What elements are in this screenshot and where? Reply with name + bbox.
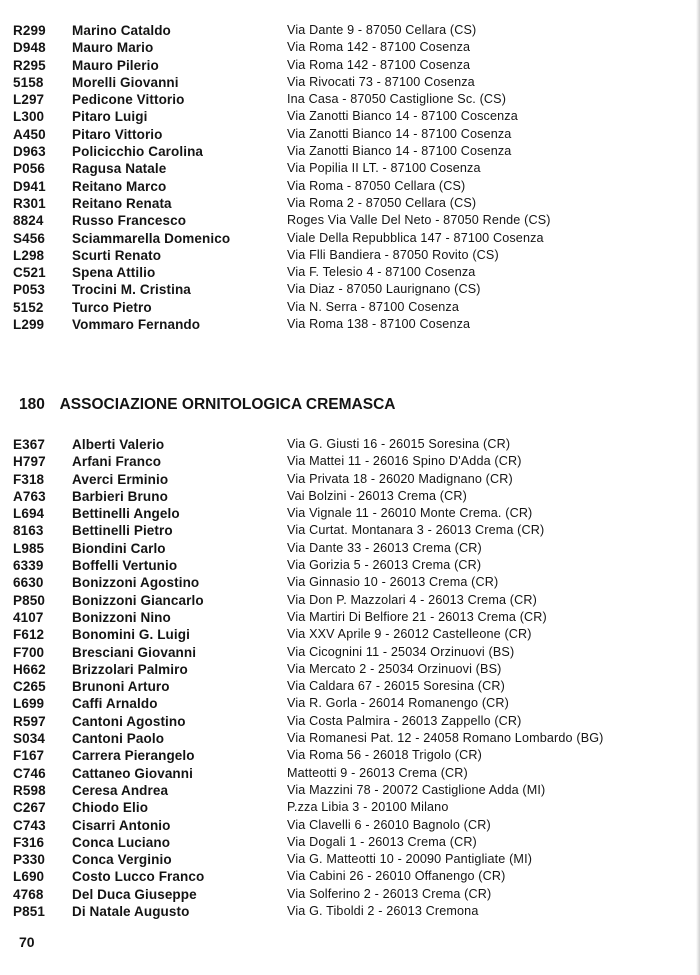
member-code: R299 — [13, 23, 46, 38]
member-name: Barbieri Bruno — [72, 488, 168, 504]
member-address: Via Zanotti Bianco 14 - 87100 Cosenza — [287, 144, 512, 159]
member-code: D963 — [13, 144, 46, 160]
member-name: Arfani Franco — [72, 454, 162, 470]
member-name: Trocini M. Cristina — [72, 282, 191, 298]
member-address: Via Privata 18 - 26020 Madignano (CR) — [287, 471, 513, 486]
member-code: E367 — [13, 437, 45, 452]
member-address: Via Curtat. Montanara 3 - 26013 Crema (CR) — [287, 523, 545, 538]
page-edge-shadow — [696, 0, 700, 975]
member-code: 6339 — [13, 558, 44, 574]
member-name: Policicchio Carolina — [72, 144, 204, 160]
member-name: Chiodo Elio — [72, 800, 149, 816]
member-name: Ceresa Andrea — [72, 782, 169, 798]
member-address: Via Caldara 67 - 26015 Soresina (CR) — [287, 679, 505, 694]
member-row — [0, 281, 700, 298]
member-row — [0, 247, 700, 264]
member-row — [0, 230, 700, 247]
member-code: 6630 — [13, 575, 44, 591]
member-name: Reitano Renata — [72, 195, 172, 211]
member-address: Via Roma 56 - 26018 Trigolo (CR) — [287, 748, 482, 763]
member-code: F612 — [13, 627, 45, 643]
member-code: P850 — [13, 592, 45, 608]
member-row — [0, 817, 700, 834]
member-address: Via N. Serra - 87100 Cosenza — [287, 299, 459, 314]
member-address: Via Don P. Mazzolari 4 - 26013 Crema (CR) — [287, 592, 537, 607]
member-code: L690 — [13, 869, 45, 885]
member-row — [0, 453, 700, 470]
member-code: F316 — [13, 834, 45, 850]
member-list-bottom — [0, 436, 700, 920]
member-address: Via Gorizia 5 - 26013 Crema (CR) — [287, 558, 482, 573]
member-code: 5152 — [13, 299, 44, 315]
member-address: Via Roma 138 - 87100 Cosenza — [287, 317, 471, 332]
member-code: P851 — [13, 904, 45, 920]
member-address: Via G. Tiboldi 2 - 26013 Cremona — [287, 904, 479, 919]
member-code: A763 — [13, 488, 46, 504]
member-row — [0, 57, 700, 74]
member-code: C267 — [13, 800, 46, 816]
member-row — [0, 730, 700, 747]
member-name: Bonizzoni Agostino — [72, 575, 200, 591]
member-address: Via R. Gorla - 26014 Romanengo (CR) — [287, 696, 510, 711]
member-address: Via Flli Bandiera - 87050 Rovito (CS) — [287, 247, 499, 262]
member-code: 4768 — [13, 886, 44, 902]
member-name: Ragusa Natale — [72, 161, 167, 177]
member-row — [0, 143, 700, 160]
member-row — [0, 903, 700, 920]
member-name: Russo Francesco — [72, 213, 187, 229]
section-title: ASSOCIAZIONE ORNITOLOGICA CREMASCA — [59, 396, 396, 413]
member-address: Via Roma 142 - 87100 Cosenza — [287, 40, 471, 55]
member-code: D948 — [13, 40, 46, 56]
member-name: Bresciani Giovanni — [72, 644, 197, 660]
member-address: Via Solferino 2 - 26013 Crema (CR) — [287, 886, 492, 901]
member-row — [0, 695, 700, 712]
member-address: Via Mercato 2 - 25034 Orzinuovi (BS) — [287, 661, 502, 676]
member-address: Via Dogali 1 - 26013 Crema (CR) — [287, 834, 477, 849]
member-code: L297 — [13, 92, 45, 108]
member-code: P056 — [13, 161, 45, 177]
member-row — [0, 178, 700, 195]
member-row — [0, 91, 700, 108]
member-row — [0, 299, 700, 316]
member-row — [0, 108, 700, 125]
member-name: Cisarri Antonio — [72, 817, 171, 833]
member-list-top — [0, 22, 700, 333]
member-address: Roges Via Valle Del Neto - 87050 Rende (CS) — [287, 213, 551, 228]
member-row — [0, 126, 700, 143]
member-address: Via Martiri Di Belfiore 21 - 26013 Crema (CR) — [287, 609, 547, 624]
member-row — [0, 851, 700, 868]
member-name: Conca Verginio — [72, 852, 172, 868]
member-row — [0, 592, 700, 609]
member-name: Biondini Carlo — [72, 540, 166, 556]
member-name: Caffi Arnaldo — [72, 696, 158, 712]
member-row — [0, 886, 700, 903]
member-address: Via Popilia II LT. - 87100 Cosenza — [287, 161, 481, 176]
member-row — [0, 540, 700, 557]
member-code: F700 — [13, 644, 45, 660]
member-code: 8163 — [13, 523, 44, 539]
member-code: 5158 — [13, 74, 44, 90]
member-code: D941 — [13, 178, 46, 194]
member-name: Marino Cataldo — [72, 23, 171, 38]
member-code: P053 — [13, 282, 45, 298]
member-address: Via Rivocati 73 - 87100 Cosenza — [287, 74, 475, 89]
member-row — [0, 471, 700, 488]
member-name: Mauro Pilerio — [72, 57, 159, 73]
member-address: Via G. Giusti 16 - 26015 Soresina (CR) — [287, 437, 511, 451]
member-address: Via Zanotti Bianco 14 - 87100 Coscenza — [287, 109, 518, 124]
member-address: Via Cabini 26 - 26010 Offanengo (CR) — [287, 869, 506, 884]
page-number: 70 — [19, 934, 35, 950]
member-row — [0, 574, 700, 591]
member-row — [0, 505, 700, 522]
member-name: Sciammarella Domenico — [72, 230, 231, 246]
member-address: Via Cicognini 11 - 25034 Orzinuovi (BS) — [287, 644, 515, 659]
member-row — [0, 868, 700, 885]
member-code: 4107 — [13, 609, 44, 625]
member-name: Scurti Renato — [72, 247, 162, 263]
member-name: Bonomini G. Luigi — [72, 627, 190, 643]
member-row — [0, 264, 700, 281]
member-code: C265 — [13, 679, 46, 695]
member-name: Mauro Mario — [72, 40, 154, 56]
member-address: Via Mattei 11 - 26016 Spino D'Adda (CR) — [287, 454, 522, 469]
member-row — [0, 39, 700, 56]
member-code: L699 — [13, 696, 45, 712]
member-code: R598 — [13, 782, 46, 798]
member-address: Ina Casa - 87050 Castiglione Sc. (CS) — [287, 92, 507, 107]
member-name: Conca Luciano — [72, 834, 171, 850]
member-name: Alberti Valerio — [72, 437, 165, 452]
member-row — [0, 74, 700, 91]
member-name: Boffelli Vertunio — [72, 558, 178, 574]
member-row — [0, 212, 700, 229]
member-row — [0, 678, 700, 695]
member-row — [0, 834, 700, 851]
section-heading — [19, 395, 395, 415]
member-name: Pedicone Vittorio — [72, 92, 185, 108]
member-address: Via Ginnasio 10 - 26013 Crema (CR) — [287, 575, 499, 590]
member-code: P330 — [13, 852, 45, 868]
member-code: C743 — [13, 817, 46, 833]
member-code: F167 — [13, 748, 45, 764]
member-row — [0, 626, 700, 643]
member-code: C746 — [13, 765, 46, 781]
member-address: Matteotti 9 - 26013 Crema (CR) — [287, 765, 468, 780]
member-code: A450 — [13, 126, 46, 142]
member-address: Viale Della Repubblica 147 - 87100 Cosenza — [287, 230, 544, 245]
member-name: Bonizzoni Nino — [72, 609, 171, 625]
member-code: F318 — [13, 471, 45, 487]
member-row — [0, 765, 700, 782]
member-address: P.zza Libia 3 - 20100 Milano — [287, 800, 449, 815]
member-code: R295 — [13, 57, 46, 73]
member-address: Via XXV Aprile 9 - 26012 Castelleone (CR) — [287, 627, 532, 642]
member-code: C521 — [13, 265, 46, 281]
member-code: L694 — [13, 506, 45, 522]
member-name: Averci Erminio — [72, 471, 169, 487]
member-address: Via G. Matteotti 10 - 20090 Pantigliate (MI) — [287, 852, 533, 867]
member-code: L298 — [13, 247, 45, 263]
member-name: Pitaro Vittorio — [72, 126, 163, 142]
member-name: Cantoni Agostino — [72, 713, 186, 729]
member-name: Turco Pietro — [72, 299, 152, 315]
member-name: Brizzolari Palmiro — [72, 661, 188, 677]
member-code: H797 — [13, 454, 46, 470]
member-code: H662 — [13, 661, 46, 677]
member-name: Cantoni Paolo — [72, 731, 165, 747]
member-address: Via Costa Palmira - 26013 Zappello (CR) — [287, 713, 522, 728]
section-number: 180 — [19, 396, 45, 413]
member-row — [0, 436, 700, 453]
member-name: Spena Attilio — [72, 265, 156, 281]
member-address: Via Mazzini 78 - 20072 Castiglione Adda (MI) — [287, 782, 546, 797]
member-address: Via Roma 142 - 87100 Cosenza — [287, 57, 471, 72]
member-name: Del Duca Giuseppe — [72, 886, 197, 902]
member-address: Via Dante 33 - 26013 Crema (CR) — [287, 540, 482, 555]
member-name: Reitano Marco — [72, 178, 167, 194]
member-row — [0, 160, 700, 177]
member-row — [0, 713, 700, 730]
member-row — [0, 557, 700, 574]
member-code: R301 — [13, 195, 46, 211]
member-address: Via Roma - 87050 Cellara (CS) — [287, 178, 466, 193]
member-code: S456 — [13, 230, 45, 246]
member-row — [0, 747, 700, 764]
member-code: L299 — [13, 317, 45, 333]
member-row — [0, 644, 700, 661]
member-address: Via Vignale 11 - 26010 Monte Crema. (CR) — [287, 506, 533, 521]
member-row — [0, 782, 700, 799]
member-address: Via F. Telesio 4 - 87100 Cosenza — [287, 265, 476, 280]
member-code: 8824 — [13, 213, 44, 229]
member-row — [0, 316, 700, 333]
member-name: Cattaneo Giovanni — [72, 765, 193, 781]
member-name: Costo Lucco Franco — [72, 869, 205, 885]
member-row — [0, 22, 700, 39]
member-row — [0, 522, 700, 539]
member-name: Bettinelli Angelo — [72, 506, 180, 522]
member-row — [0, 661, 700, 678]
member-address: Via Zanotti Bianco 14 - 87100 Cosenza — [287, 126, 512, 141]
member-address: Via Clavelli 6 - 26010 Bagnolo (CR) — [287, 817, 491, 832]
member-address: Via Romanesi Pat. 12 - 24058 Romano Lombardo (BG) — [287, 731, 604, 746]
member-code: L300 — [13, 109, 45, 125]
member-address: Vai Bolzini - 26013 Crema (CR) — [287, 488, 467, 503]
member-name: Bettinelli Pietro — [72, 523, 173, 539]
member-address: Via Roma 2 - 87050 Cellara (CS) — [287, 195, 477, 210]
member-name: Morelli Giovanni — [72, 74, 179, 90]
member-address: Via Diaz - 87050 Laurignano (CS) — [287, 282, 481, 297]
member-code: R597 — [13, 713, 46, 729]
member-row — [0, 488, 700, 505]
member-name: Vommaro Fernando — [72, 317, 201, 333]
member-name: Brunoni Arturo — [72, 679, 170, 695]
member-name: Pitaro Luigi — [72, 109, 148, 125]
member-code: L985 — [13, 540, 45, 556]
member-name: Bonizzoni Giancarlo — [72, 592, 204, 608]
member-address: Via Dante 9 - 87050 Cellara (CS) — [287, 23, 477, 37]
member-name: Carrera Pierangelo — [72, 748, 195, 764]
member-code: S034 — [13, 731, 45, 747]
member-name: Di Natale Augusto — [72, 904, 190, 920]
member-row — [0, 799, 700, 816]
member-row — [0, 195, 700, 212]
member-row — [0, 609, 700, 626]
